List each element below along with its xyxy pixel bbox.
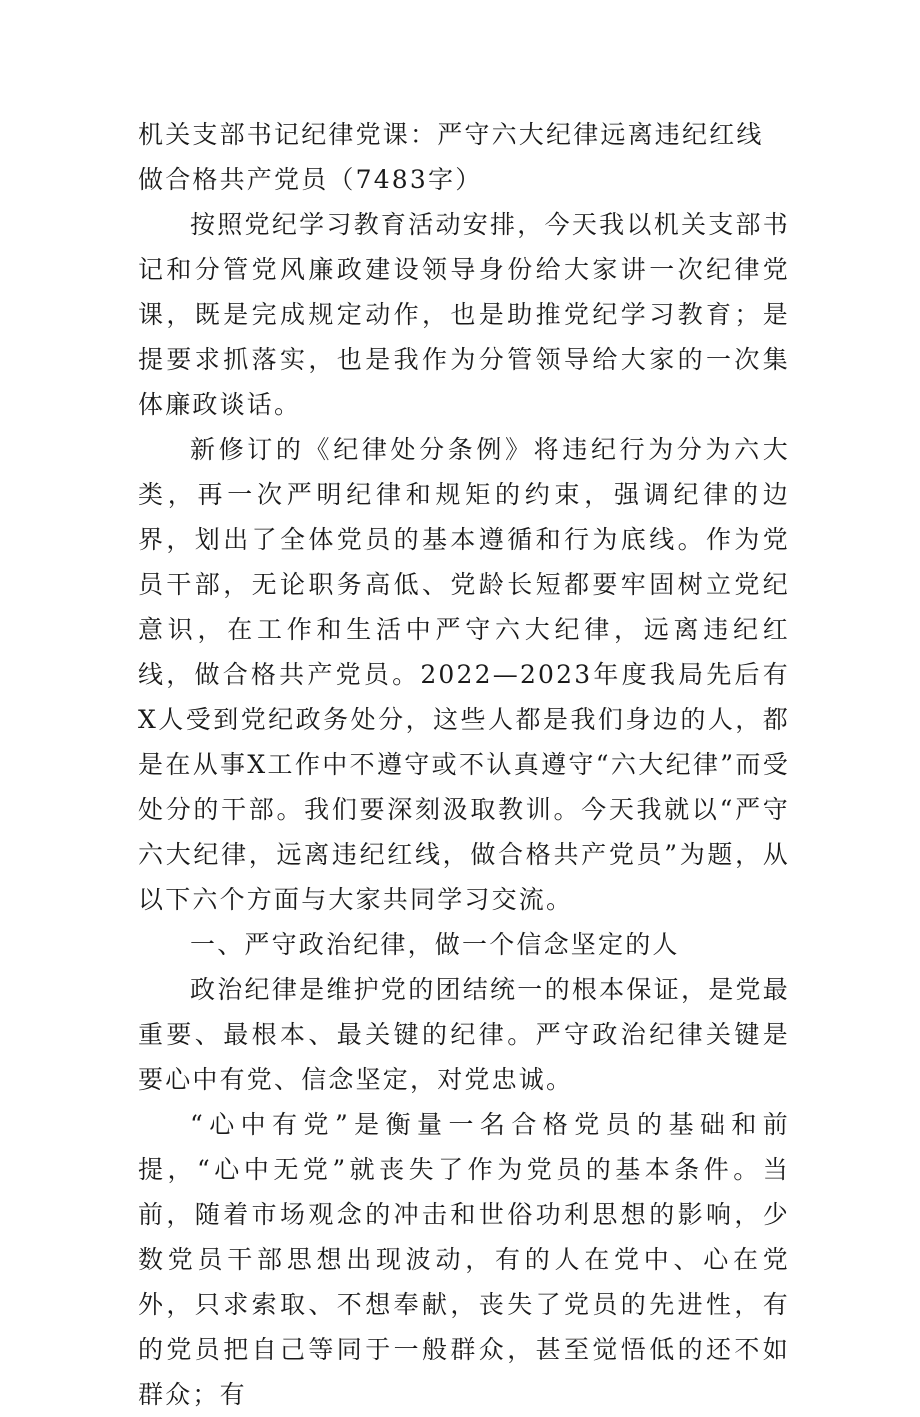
document-body: [138, 112, 790, 1417]
background-paragraph: 新修订的《纪律处分条例》将违纪行为分为六大类，再一次严明纪律和规矩的约束，强调纪律的边界，划出了全体党员的基本遵循和行为底线。作为党员干部，无论职务高低、党龄长短都要牢固树立党纪意识，在工作和生活中严守六大纪律，远离违纪红线，做合格共产党员。2022—2023年度我局先后有X人受到党纪政务处分，这些人都是我们身边的人，都是在从事X工作中不遵守或不认真遵守“六大纪律”而受处分的干部。我们要深刻汲取教训。今天我就以“严守六大纪律，远离违纪红线，做合格共产党员”为题，从以下六个方面与大家共同学习交流。: [138, 435, 790, 914]
intro-paragraph: 按照党纪学习教育活动安排，今天我以机关支部书记和分管党风廉政建设领导身份给大家讲一次纪律党课，既是完成规定动作，也是助推党纪学习教育；是提要求抓落实，也是我作为分管领导给大家的一次集体廉政谈话。: [138, 210, 790, 419]
section-heading: 一、严守政治纪律，做一个信念坚定的人: [190, 930, 680, 959]
section-paragraph: 政治纪律是维护党的团结统一的根本保证，是党最重要、最根本、最关键的纪律。严守政治纪律关键是要心中有党、信念坚定，对党忠诚。: [138, 975, 790, 1094]
section-paragraph: “心中有党”是衡量一名合格党员的基础和前提，“心中无党”就丧失了作为党员的基本条件。当前，随着市场观念的冲击和世俗功利思想的影响，少数党员干部思想出现波动，有的人在党中、心在党外，只求索取、不想奉献，丧失了党员的先进性，有的党员把自己等同于一般群众，甚至觉悟低的还不如群众；有: [138, 1110, 790, 1409]
document-title: 机关支部书记纪律党课：严守六大纪律远离违纪红线做合格共产党员（7483字）: [138, 120, 764, 194]
